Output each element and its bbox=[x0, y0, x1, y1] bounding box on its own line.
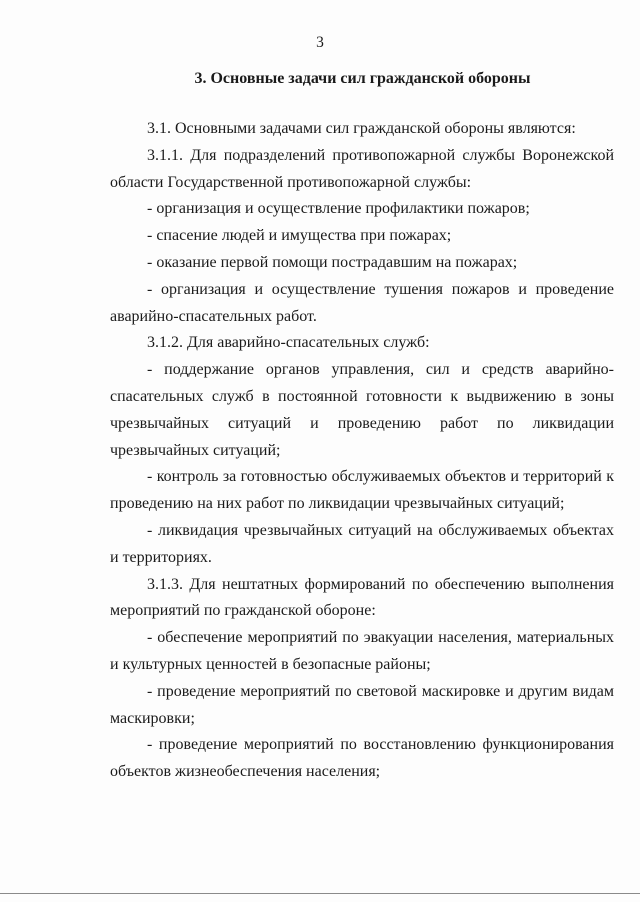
list-item: - спасение людей и имущества при пожарах; bbox=[147, 227, 452, 245]
list-item: - проведение мероприятий по восстановлению функционирования объектов жизнеобеспечения населения; bbox=[110, 736, 614, 781]
paragraph-3-1: 3.1. Основными задачами сил гражданской обороны являются: bbox=[147, 120, 576, 137]
scan-edge-line bbox=[0, 893, 640, 894]
paragraph-3-1-3: 3.1.3. Для нештатных формирований по обеспечению выполнения мероприятий по гражданской обороне: bbox=[110, 575, 614, 620]
list-item: - контроль за готовностью обслуживаемых объектов и территорий к проведению на них работ по ликвидации чрезвычайных ситуаций; bbox=[110, 468, 614, 513]
list-item: - оказание первой помощи пострадавшим на пожарах; bbox=[147, 253, 518, 271]
list-item: - поддержание органов управления, сил и средств аварийно-спасательных служб в постоянной готовности к выдвижению в зоны чрезвычайных ситуаций и проведению работ по ликвидации чрезвычайных ситуаций; bbox=[110, 361, 614, 459]
page-number: 3 bbox=[316, 34, 324, 51]
paragraph-3-1-2: 3.1.2. Для аварийно-спасательных служб: bbox=[147, 334, 430, 352]
paragraph-3-1-1: 3.1.1. Для подразделений противопожарной службы Воронежской области Государственной противопожарной службы: bbox=[110, 146, 614, 191]
list-item: - обеспечение мероприятий по эвакуации населения, материальных и культурных ценностей в безопасные районы; bbox=[110, 629, 614, 673]
body-text bbox=[110, 116, 614, 786]
list-item: - организация и осуществление тушения пожаров и проведение аварийно-спасательных работ. bbox=[110, 280, 614, 325]
list-item: - организация и осуществление профилактики пожаров; bbox=[147, 200, 530, 218]
list-item: - ликвидация чрезвычайных ситуаций на обслуживаемых объектах и территориях. bbox=[110, 521, 614, 566]
list-item: - проведение мероприятий по световой маскировке и другим видам маскировки; bbox=[110, 682, 614, 727]
section-heading: 3. Основные задачи сил гражданской обороны bbox=[194, 70, 531, 87]
